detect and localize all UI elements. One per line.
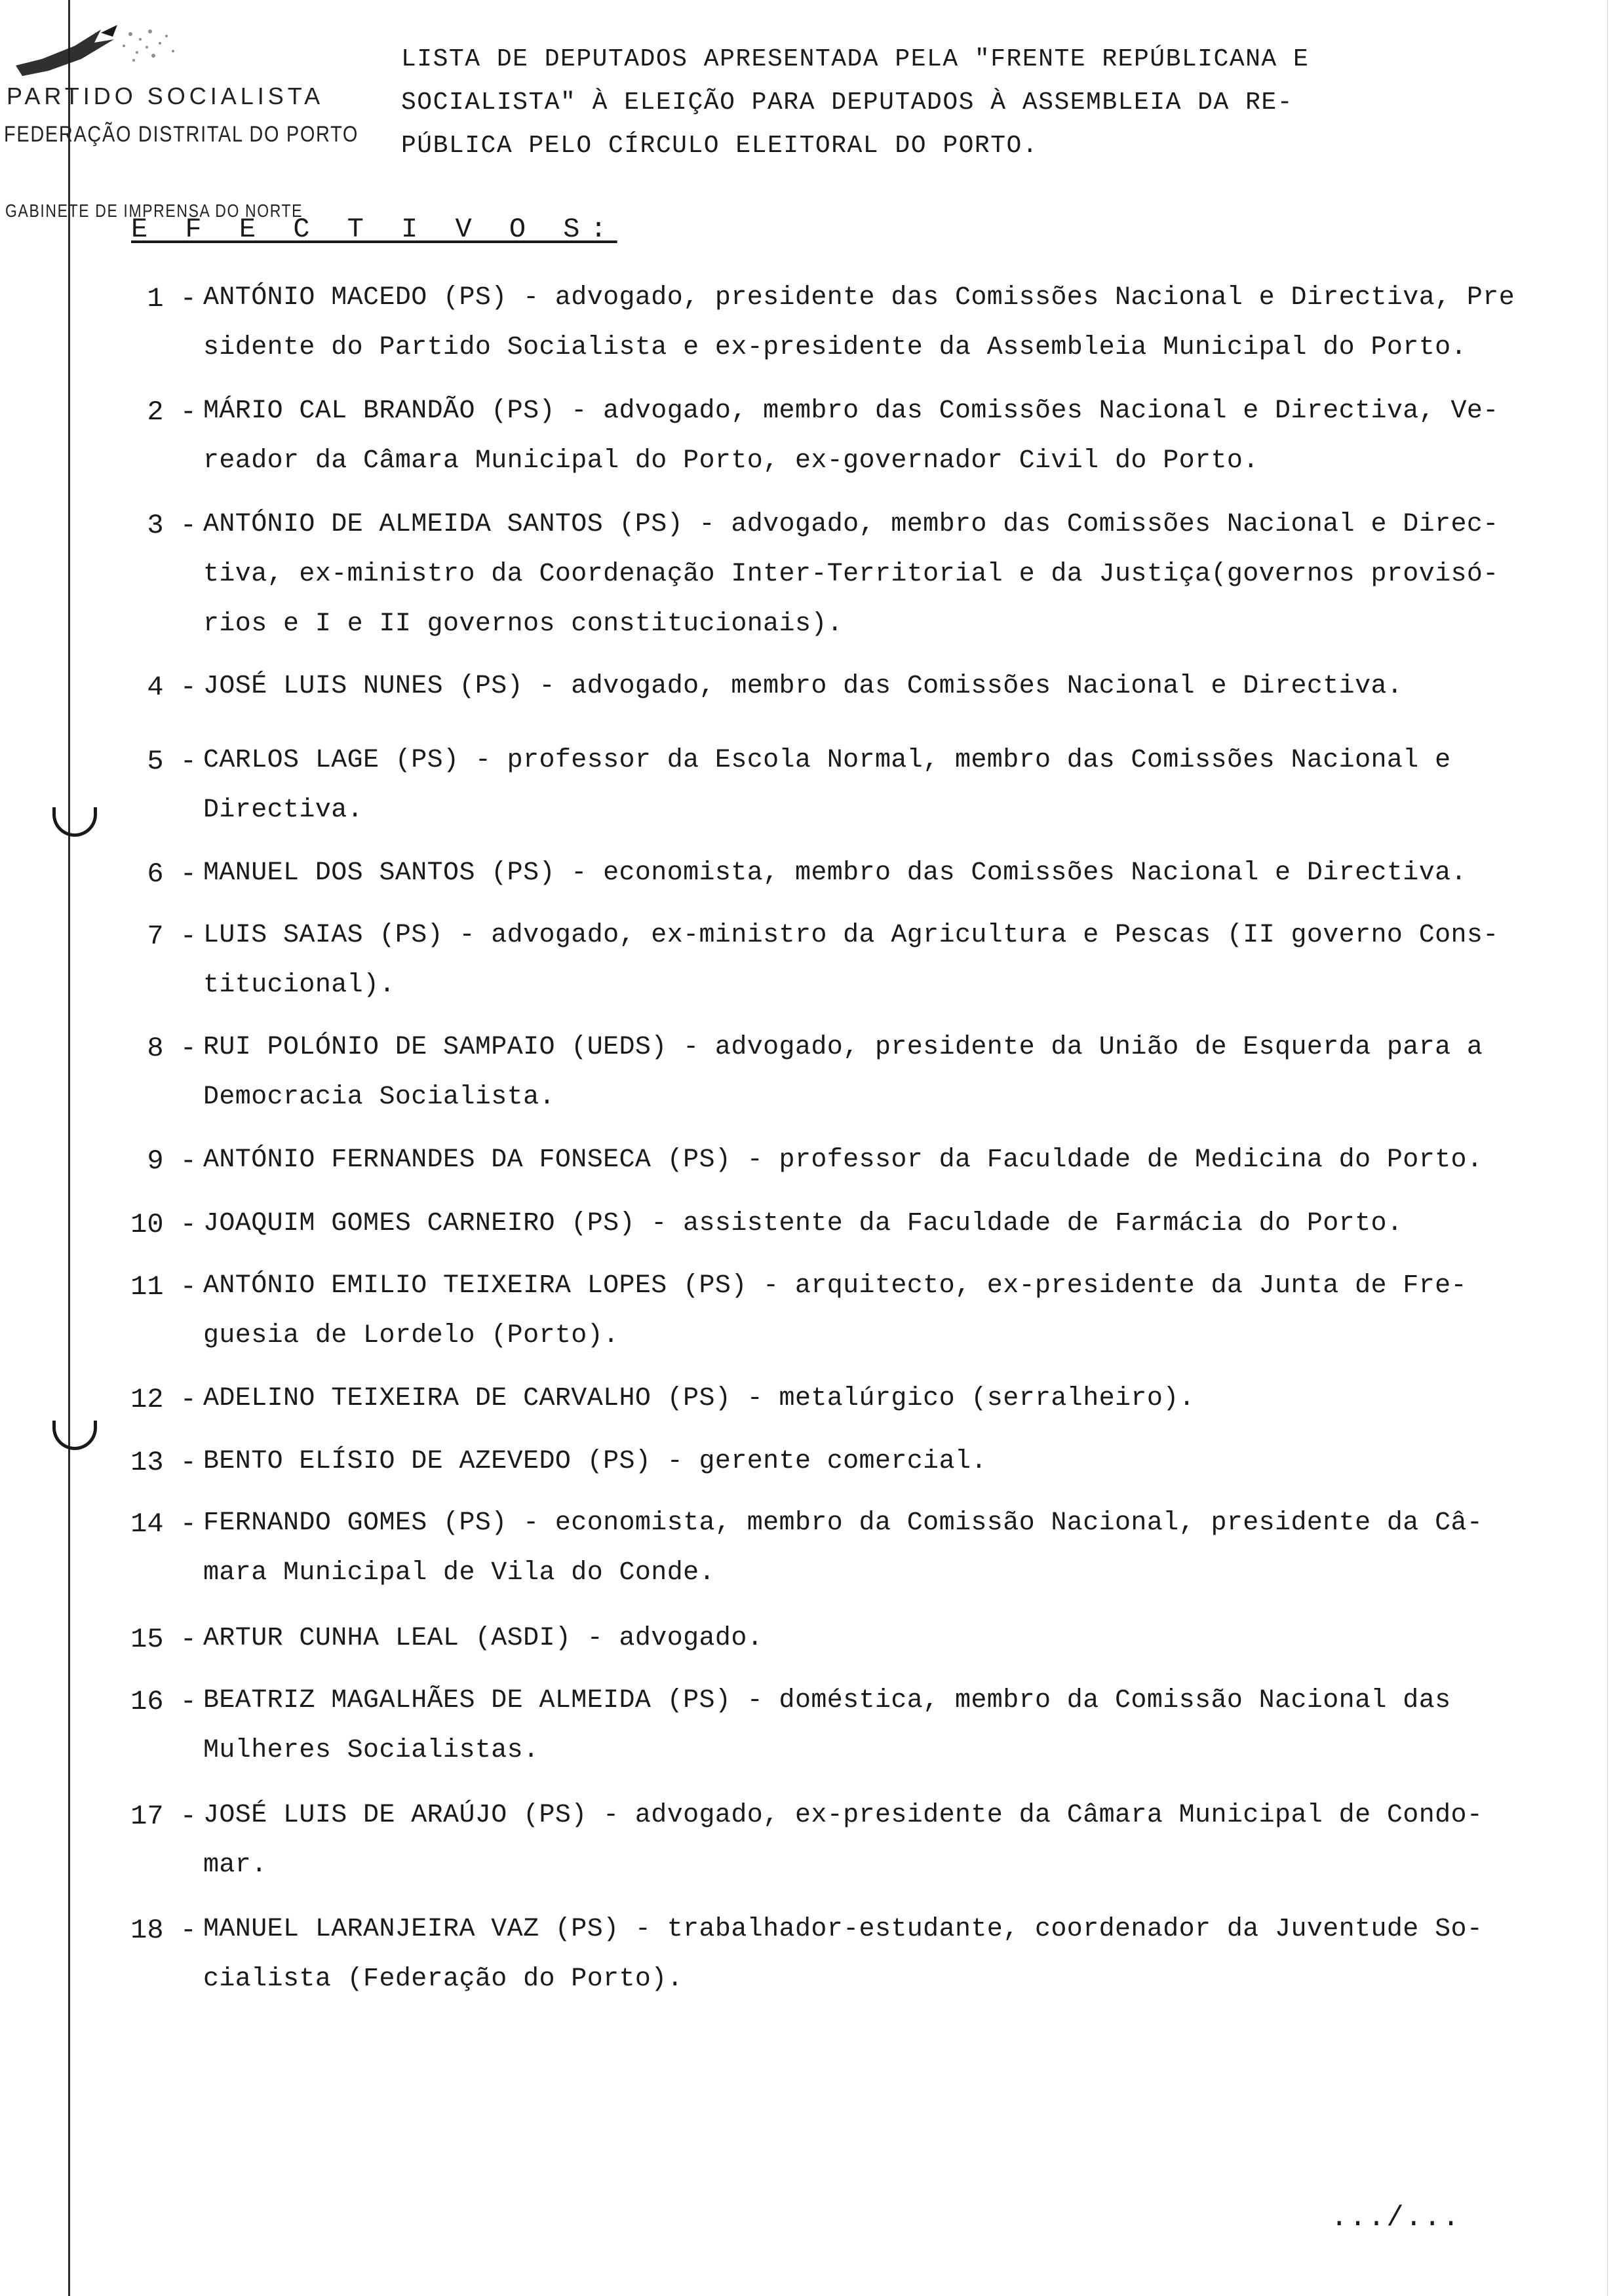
candidate-number: 1 - (147, 283, 197, 315)
candidate-text-line: BENTO ELÍSIO DE AZEVEDO (PS) - gerente comercial. (203, 1447, 987, 1476)
candidate-number: 7 - (147, 921, 197, 952)
candidate-text-line: Directiva. (203, 795, 364, 825)
candidate-text-line: tiva, ex-ministro da Coordenação Inter-Territorial e da Justiça(governos provisó- (203, 560, 1499, 589)
candidate-text-line: ANTÓNIO EMILIO TEIXEIRA LOPES (PS) - arquitecto, ex-presidente da Junta de Fre- (203, 1271, 1467, 1301)
candidate-text-line: JOAQUIM GOMES CARNEIRO (PS) - assistente da Faculdade de Farmácia do Porto. (203, 1209, 1403, 1238)
party-name: PARTIDO SOCIALISTA (7, 83, 324, 109)
document-heading (401, 38, 1332, 168)
candidate-number: 16 - (130, 1686, 197, 1717)
candidate-number: 3 - (147, 510, 197, 541)
candidate-text-line: mar. (203, 1850, 267, 1880)
candidate-number: 12 - (130, 1384, 197, 1415)
candidate-number: 9 - (147, 1145, 197, 1177)
candidate-number: 13 - (130, 1447, 197, 1478)
candidate-number: 11 - (130, 1271, 197, 1303)
candidate-text-line: Democracia Socialista. (203, 1082, 555, 1112)
candidate-text-line: LUIS SAIAS (PS) - advogado, ex-ministro da Agricultura e Pescas (II governo Cons- (203, 921, 1499, 950)
candidate-number: 4 - (147, 672, 197, 703)
federation-name: FEDERAÇÃO DISTRITAL DO PORTO (4, 122, 359, 147)
candidate-text-line: cialista (Federação do Porto). (203, 1964, 684, 1994)
heading-line: SOCIALISTA" À ELEIÇÃO PARA DEPUTADOS À ASSEMBLEIA DA RE- (401, 88, 1294, 117)
candidate-number: 17 - (130, 1801, 197, 1832)
candidate-text-line: ANTÓNIO DE ALMEIDA SANTOS (PS) - advogado, membro das Comissões Nacional e Direc- (203, 510, 1499, 539)
page-edge (1607, 0, 1608, 2296)
candidate-number: 8 - (147, 1033, 197, 1064)
candidate-text-line: sidente do Partido Socialista e ex-presidente da Assembleia Municipal do Porto. (203, 333, 1467, 362)
candidate-number: 5 - (147, 746, 197, 777)
candidate-number: 15 - (130, 1624, 197, 1655)
candidate-text-line: JOSÉ LUIS NUNES (PS) - advogado, membro das Comissões Nacional e Directiva. (203, 672, 1403, 701)
candidate-text-line: CARLOS LAGE (PS) - professor da Escola Normal, membro das Comissões Nacional e (203, 746, 1451, 775)
heading-line: PÚBLICA PELO CÍRCULO ELEITORAL DO PORTO. (401, 132, 1039, 160)
candidate-text-line: BEATRIZ MAGALHÃES DE ALMEIDA (PS) - doméstica, membro da Comissão Nacional das (203, 1686, 1451, 1715)
press-office-name: GABINETE DE IMPRENSA DO NORTE (5, 201, 303, 221)
candidate-number: 18 - (130, 1915, 197, 1946)
candidate-text-line: guesia de Lordelo (Porto). (203, 1321, 619, 1350)
candidate-text-line: FERNANDO GOMES (PS) - economista, membro da Comissão Nacional, presidente da Câ- (203, 1508, 1483, 1538)
candidate-number: 10 - (130, 1209, 197, 1240)
candidate-number: 2 - (147, 396, 197, 428)
candidate-text-line: titucional). (203, 970, 395, 1000)
candidate-text-line: RUI POLÓNIO DE SAMPAIO (UEDS) - advogado, presidente da União de Esquerda para a (203, 1033, 1483, 1062)
punch-hole-mark (52, 1421, 97, 1450)
punch-hole-mark (52, 807, 97, 837)
heading-line: LISTA DE DEPUTADOS APRESENTADA PELA "FRENTE REPÚBLICANA E (401, 45, 1310, 73)
candidate-text-line: JOSÉ LUIS DE ARAÚJO (PS) - advogado, ex-presidente da Câmara Municipal de Condo- (203, 1801, 1483, 1830)
letterhead (0, 20, 406, 236)
candidate-text-line: ANTÓNIO MACEDO (PS) - advogado, presidente das Comissões Nacional e Directiva, Pre (203, 283, 1515, 313)
candidate-text-line: ADELINO TEIXEIRA DE CARVALHO (PS) - metalúrgico (serralheiro). (203, 1384, 1196, 1413)
candidate-number: 6 - (147, 858, 197, 890)
candidate-text-line: MANUEL DOS SANTOS (PS) - economista, membro das Comissões Nacional e Directiva. (203, 858, 1467, 888)
candidate-text-line: ANTÓNIO FERNANDES DA FONSECA (PS) - professor da Faculdade de Medicina do Porto. (203, 1145, 1483, 1175)
section-title: E F E C T I V O S: (131, 214, 617, 245)
candidate-text-line: ARTUR CUNHA LEAL (ASDI) - advogado. (203, 1624, 764, 1653)
candidate-text-line: MANUEL LARANJEIRA VAZ (PS) - trabalhador-estudante, coordenador da Juventude So- (203, 1915, 1483, 1944)
candidate-text-line: MÁRIO CAL BRANDÃO (PS) - advogado, membro das Comissões Nacional e Directiva, Ve- (203, 396, 1499, 426)
candidate-text-line: mara Municipal de Vila do Conde. (203, 1558, 715, 1588)
candidate-text-line: rios e I e II governos constitucionais). (203, 609, 844, 639)
candidate-text-line: reador da Câmara Municipal do Porto, ex-governador Civil do Porto. (203, 446, 1259, 476)
continuation-mark: .../... (1331, 2202, 1461, 2234)
candidate-text-line: Mulheres Socialistas. (203, 1736, 539, 1765)
candidate-number: 14 - (130, 1508, 197, 1540)
